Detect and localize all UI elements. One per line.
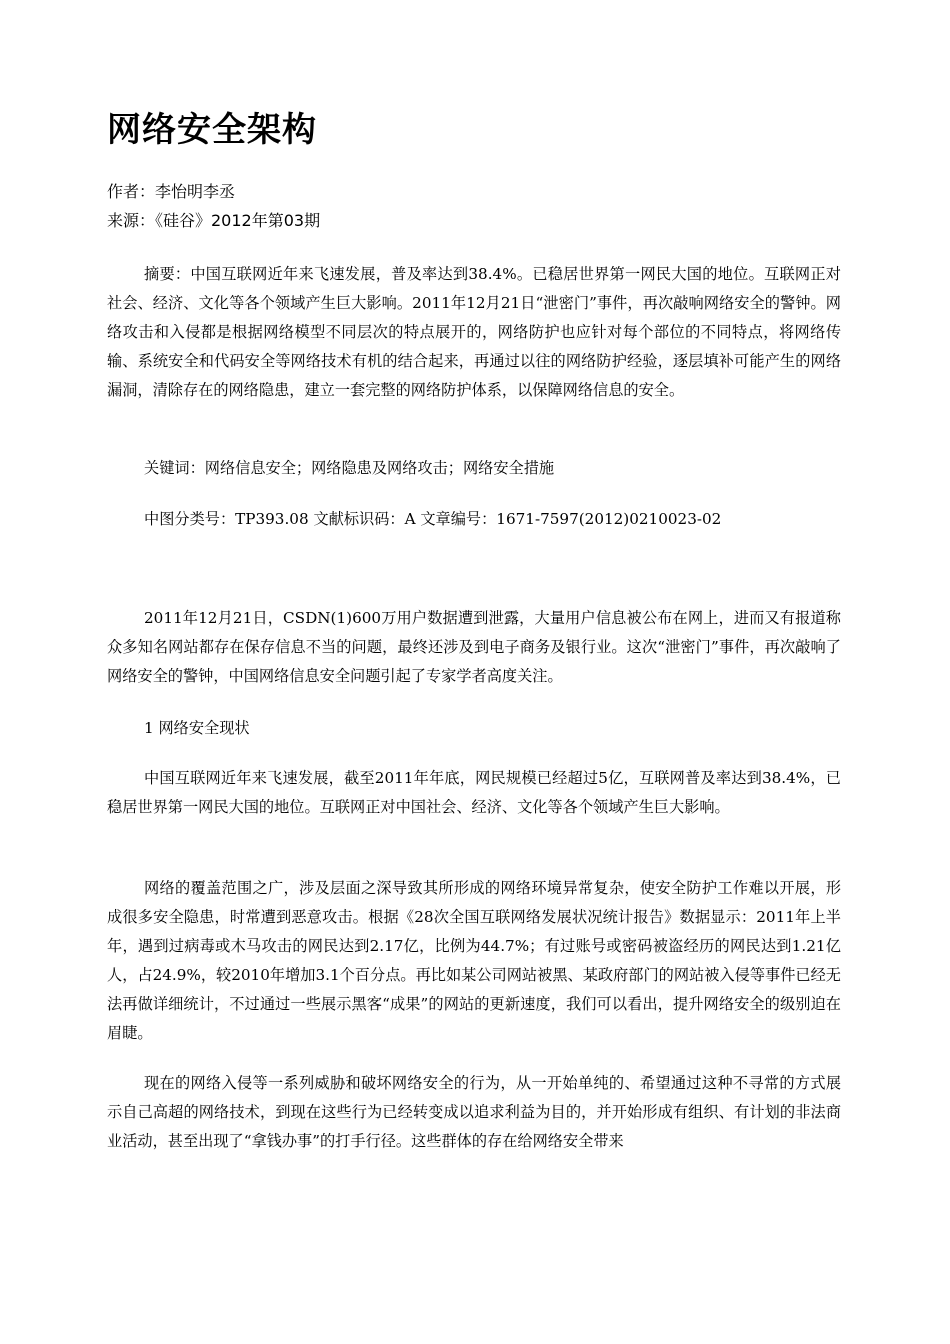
intro-paragraph: 2011年12月21日，CSDN(1)600万用户数据遭到泄露，大量用户信息被公布在网上，进而又有报道称众多知名网站都存在保存信息不当的问题，最终还涉及到电子商务及银行业。这次“泄密门”事件，再次敲响了网络安全的警钟，中国网络信息安全问题引起了专家学者高度关注。 — [107, 609, 841, 685]
article-source: 来源：《硅谷》2012年第03期 — [107, 211, 321, 230]
body-paragraph: 中国互联网近年来飞速发展，截至2011年年底，网民规模已经超过5亿，互联网普及率达到38.4%，已稳居世界第一网民大国的地位。互联网正对中国社会、经济、文化等各个领域产生巨大影响。 — [107, 769, 841, 816]
abstract-paragraph: 摘要：中国互联网近年来飞速发展，普及率达到38.4%。已稳居世界第一网民大国的地位。互联网正对社会、经济、文化等各个领域产生巨大影响。2011年12月21日“泄密门”事件，再次敲响网络安全的警钟。网络攻击和入侵都是根据网络模型不同层次的特点展开的，网络防护也应针对每个部位的不同特点，将网络传输、系统安全和代码安全等网络技术有机的结合起来，再通过以往的网络防护经验，逐层填补可能产生的网络漏洞，清除存在的网络隐患，建立一套完整的网络防护体系，以保障网络信息的安全。 — [107, 265, 841, 399]
article-title: 网络安全架构 — [107, 110, 317, 150]
article-author: 作者：李怡明李丞 — [107, 182, 236, 201]
body-paragraph: 网络的覆盖范围之广，涉及层面之深导致其所形成的网络环境异常复杂，使安全防护工作难以开展，形成很多安全隐患，时常遭到恶意攻击。根据《28次全国互联网络发展状况统计报告》数据显示：2011年上半年，遇到过病毒或木马攻击的网民达到2.17亿，比例为44.7%；有过账号或密码被盗经历的网民达到1.21亿人，占24.9%，较2010年增加3.1个百分点。再比如某公司网站被黑、某政府部门的网站被入侵等事件已经无法再做详细统计，不过通过一些展示黑客“成果”的网站的更新速度，我们可以看出，提升网络安全的级别迫在眉睫。 — [107, 879, 841, 1042]
section-heading: 1 网络安全现状 — [144, 719, 250, 737]
classification-line: 中图分类号：TP393.08 文献标识码：A 文章编号：1671-7597(2012)0210023-02 — [144, 510, 722, 528]
keywords-line: 关键词：网络信息安全；网络隐患及网络攻击；网络安全措施 — [144, 459, 555, 477]
body-paragraph: 现在的网络入侵等一系列威胁和破坏网络安全的行为，从一开始单纯的、希望通过这种不寻常的方式展示自己高超的网络技术，到现在这些行为已经转变成以追求利益为目的，并开始形成有组织、有计划的非法商业活动，甚至出现了“拿钱办事”的打手行径。这些群体的存在给网络安全带来 — [107, 1074, 841, 1150]
